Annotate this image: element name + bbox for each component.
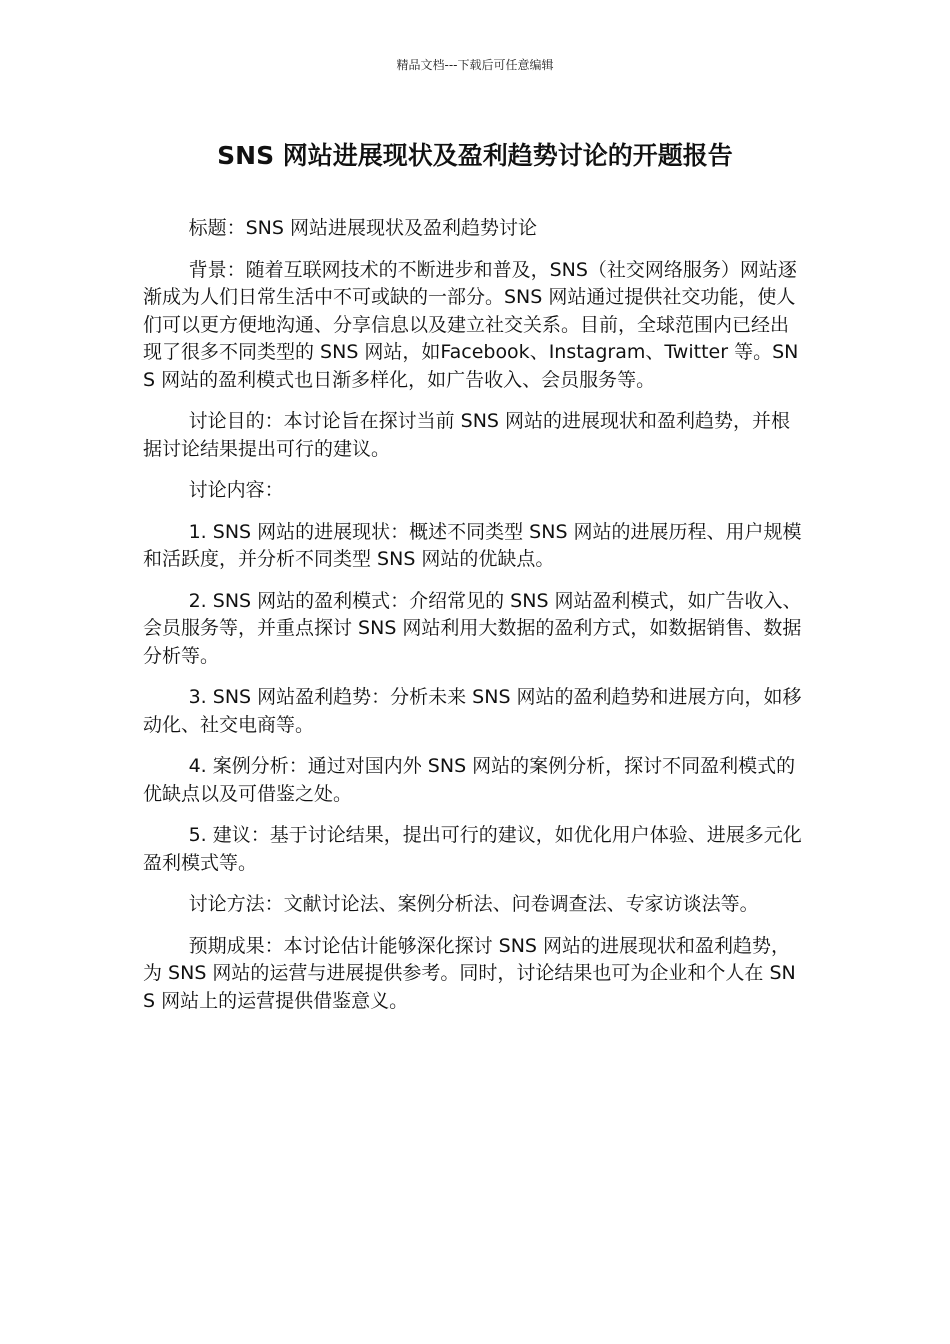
paragraph-subject: 标题：SNS 网站进展现状及盈利趋势讨论 [188,217,537,239]
paragraph-content-item-1: 1. SNS 网站的进展现状：概述不同类型 SNS 网站的进展历程、用户规模和活跃度，并分析不同类型 SNS 网站的优缺点。 [143,520,802,570]
paragraph-content-item-5: 5. 建议：基于讨论结果，提出可行的建议，如优化用户体验、进展多元化盈利模式等。 [143,824,802,874]
paragraph-content-item-2: 2. SNS 网站的盈利模式：介绍常见的 SNS 网站盈利模式，如广告收入、会员服务等，并重点探讨 SNS 网站利用大数据的盈利方式，如数据销售、数据分析等。 [143,589,802,667]
document-title: SNS 网站进展现状及盈利趋势讨论的开题报告 [217,141,733,170]
paragraph-expected-results: 预期成果：本讨论估计能够深化探讨 SNS 网站的进展现状和盈利趋势，为 SNS 网站的运营与进展提供参考。同时，讨论结果也可为企业和个人在 SNS 网站上的运营提供借鉴意义。 [143,934,796,1012]
paragraph-purpose: 讨论目的：本讨论旨在探讨当前 SNS 网站的进展现状和盈利趋势，并根据讨论结果提出可行的建议。 [143,410,791,460]
page-header: 精品文档---下载后可任意编辑 [396,58,554,72]
paragraph-content-item-4: 4. 案例分析：通过对国内外 SNS 网站的案例分析，探讨不同盈利模式的优缺点以及可借鉴之处。 [143,755,796,805]
paragraph-content-heading: 讨论内容： [188,479,284,501]
document-body [143,215,807,1029]
paragraph-content-item-3: 3. SNS 网站盈利趋势：分析未来 SNS 网站的盈利趋势和进展方向，如移动化、社交电商等。 [143,686,802,736]
paragraph-background: 背景：随着互联网技术的不断进步和普及，SNS（社交网络服务）网站逐渐成为人们日常生活中不可或缺的一部分。SNS 网站通过提供社交功能，使人们可以更方便地沟通、分享信息以及建立社交关系。目前，全球范围内已经出现了很多不同类型的 SNS 网站，如Facebook、Instagram、Twitter 等。SNS 网站的盈利模式也日渐多样化，如广告收入、会员服务等。 [143,258,799,391]
paragraph-methods: 讨论方法：文献讨论法、案例分析法、问卷调查法、专家访谈法等。 [188,893,759,915]
